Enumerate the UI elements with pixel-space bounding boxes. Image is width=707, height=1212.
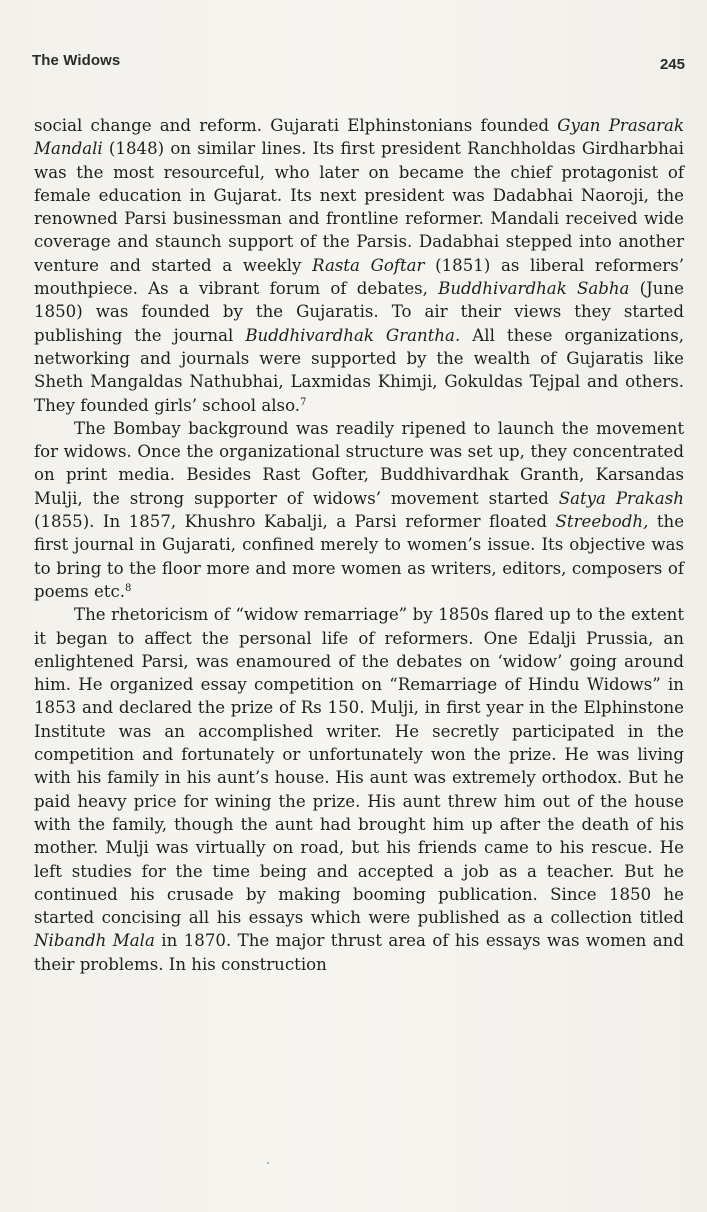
text-run: The Bombay background was readily ripened to launch the movement for widows. Once the organizational structure was set up, they concentrated on print media. Besides Rast Gofter, Buddhivardhak Granth, Karsandas Mulji, the strong supporter of widows’ movement started [34,418,684,508]
footnote-ref: 8 [125,582,132,594]
page-header [32,50,685,74]
italic-title: Streebodh, [555,512,649,532]
text-run: (June 1850) was founded by the Gujaratis. To air their views they started publishing the journal [34,279,684,345]
running-title: The Widows [32,52,121,69]
footnote-ref: 7 [300,396,307,408]
paragraph [34,417,684,603]
text-run: (1855). In 1857, Khushro Kabalji, a Parsi reformer floated [34,512,556,532]
body-text [34,114,684,976]
text-run: social change and reform. Gujarati Elphinstonians founded [34,116,558,135]
italic-title: Rasta Goftar [312,255,425,275]
print-speck [267,1162,269,1164]
text-run: All these organizations, networking and journals were supported by the wealth of Gujaratis like Sheth Mangaldas Nathubhai, Laxmidas Khimji, Gokuldas Tejpal and others. They founded girls’ school also. [34,325,684,415]
text-run: (1851) as liberal reformers’ mouthpiece. As a vibrant forum of debates, [34,255,684,299]
italic-title: Buddhivardhak Sabha [438,279,630,299]
italic-title: Nibandh Mala [34,931,155,951]
italic-title: Gyan Prasarak Mandali [34,116,684,159]
page-number: 245 [659,56,685,73]
text-run: The rhetoricism of “widow remarriage” by 1850s flared up to the extent it began to affect the personal life of reformers. One Edalji Prussia, an enlightened Parsi, was enamoured of the debates on ‘widow’ going around him. He organized essay competition on “Remarriage of Hindu Widows” in 1853 and declared the prize of Rs 150. Mulji, in first year in the Elphinstone Institute was an accomplished writer. He secretly participated in the competition and fortunately or unfortunately won the prize. He was living with his family in his aunt’s house. His aunt was extremely orthodox. But he paid heavy price for wining the prize. His aunt threw him out of the house with the family, though the aunt had brought him up after the death of his mother. Mulji was virtually on road, but his friends came to his rescue. He left studies for the time being and accepted a job as a teacher. But he continued his crusade by making booming publication. Since 1850 he started concising all his essays which were published as a collection titled [34,605,684,928]
italic-title: Buddhivardhak Grantha. [245,325,461,345]
italic-title: Satya Prakash [558,488,684,508]
paragraph [34,603,684,976]
text-run: (1848) on similar lines. Its first president Ranchholdas Girdharbhai was the most resourceful, who later on became the chief protagonist of female education in Gujarat. Its next president was Dadabhai Naoroji, the renowned Parsi businessman and frontline reformer. Mandali received wide coverage and staunch support of the Parsis. Dadabhai stepped into another venture and started a weekly [34,139,684,275]
paragraph [34,114,684,417]
text-run: the first journal in Gujarati, confined merely to women’s issue. Its objective was to bring to the floor more and more women as writers, editors, composers of poems etc. [34,512,685,601]
text-run: in 1870. The major thrust area of his essays was women and their problems. In his construction [34,931,684,974]
